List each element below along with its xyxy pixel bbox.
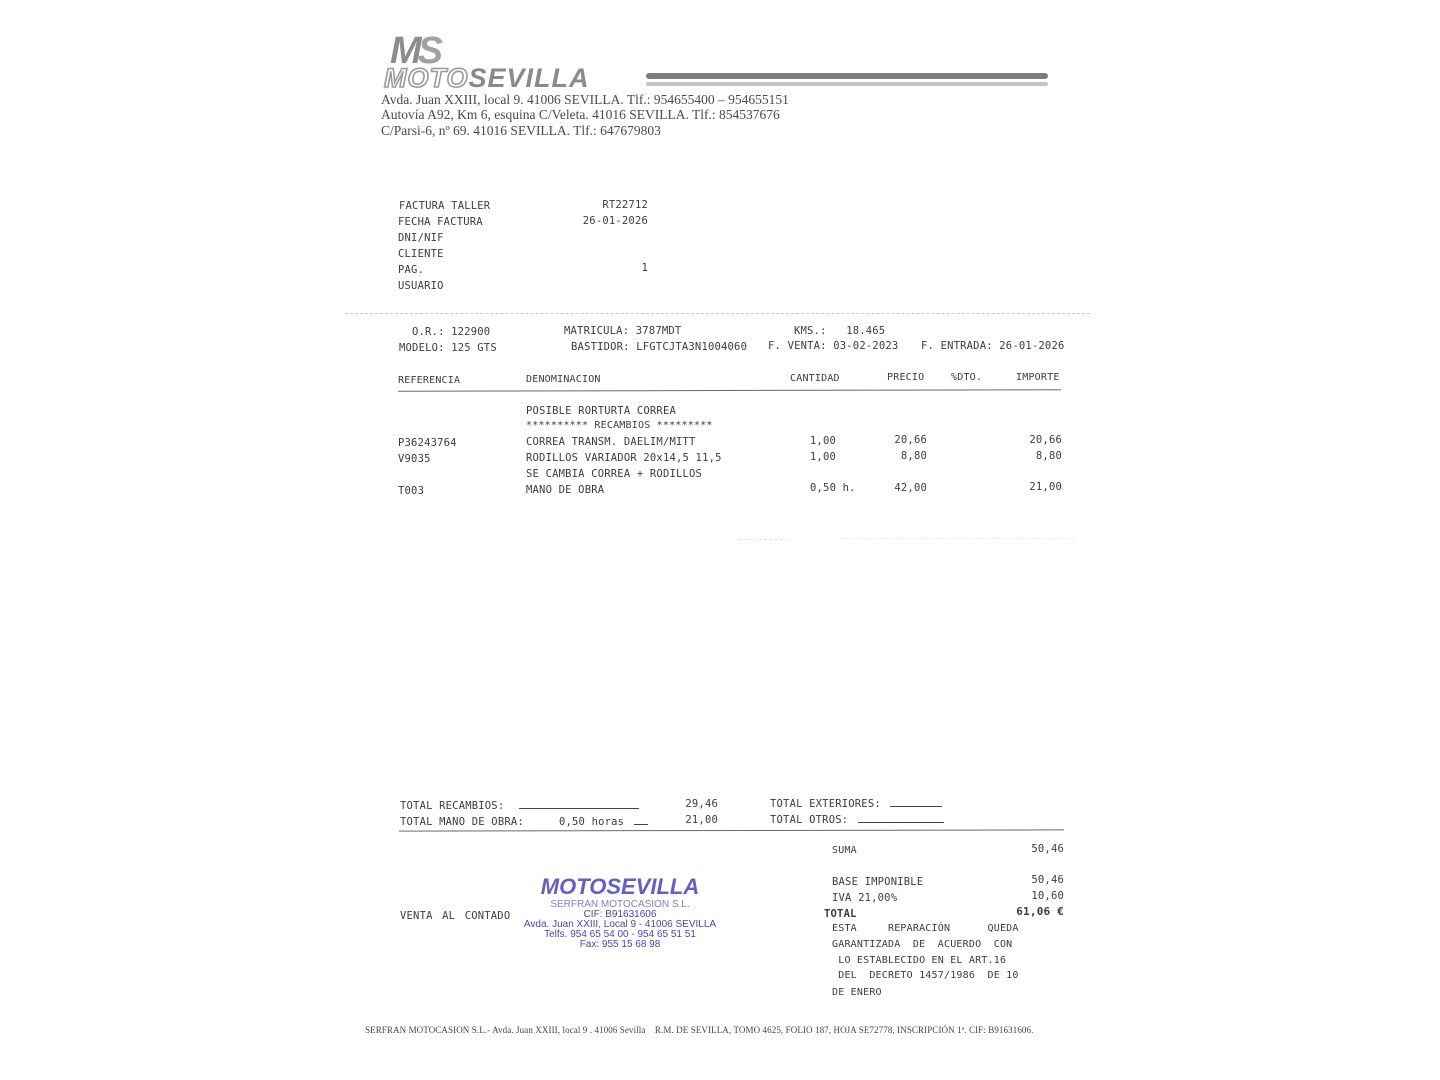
section-divider — [345, 313, 1090, 314]
company-address-3: C/Parsi-6, nº 69. 41016 SEVILLA. Tlf.: 647679803 — [381, 123, 661, 138]
row-importe: 21,00 — [1029, 481, 1062, 493]
col-denominacion: DENOMINACION — [526, 374, 601, 385]
page-label: PAG. — [398, 264, 425, 276]
row-precio: 8,80 — [900, 450, 927, 462]
stamp-phones: Telfs. 954 65 54 00 - 954 65 51 51 — [544, 929, 696, 940]
iva-label: IVA 21,00% — [832, 892, 898, 904]
total-mano-obra-value: 21,00 — [685, 814, 718, 826]
fecha-venta-field: F. VENTA: 03-02-2023 — [768, 340, 899, 352]
row-precio: 20,66 — [894, 434, 927, 446]
row-importe: 8,80 — [1035, 450, 1062, 462]
stamp-title: MOTOSEVILLA — [540, 874, 700, 899]
matricula-field: MATRICULA: 3787MDT — [564, 325, 682, 337]
invoice-date-label: FECHA FACTURA — [398, 216, 483, 228]
base-imponible-label: BASE IMPONIBLE — [832, 876, 924, 888]
table-header-rule — [398, 389, 1061, 391]
logo-wordmark: MOTOSEVILLA — [384, 63, 590, 93]
row-importe: 20,66 — [1029, 434, 1062, 446]
total-recambios-value: 29,46 — [685, 798, 718, 810]
row-cantidad: 0,50 h. — [810, 482, 856, 494]
total-label: TOTAL — [824, 908, 857, 920]
payment-method: VENTA AL CONTADO — [400, 910, 511, 922]
blank-line — [519, 800, 639, 809]
company-address-2: Autovía A92, Km 6, esquina C/Veleta. 41016 SEVILLA. Tlf.: 854537676 — [381, 107, 780, 122]
row-denominacion: SE CAMBIA CORREA + RODILLOS — [526, 468, 703, 480]
suma-label: SUMA — [832, 845, 857, 856]
invoice-type-label: FACTURA TALLER — [399, 200, 491, 212]
or-field: O.R.: 122900 — [412, 326, 491, 338]
stamp-fax: Fax: 955 15 68 98 — [579, 939, 661, 950]
legal-footer: SERFRAN MOTOCASION S.L.- Avda. Juan XXIII, local 9 . 41006 Sevilla R.M. DE SEVILLA, TOMO 4625, FOLIO 187, HOJA SE72778, INSCRIPCIÓN 1ª. CIF: B91631606. — [365, 1025, 1034, 1035]
page-number: 1 — [641, 262, 648, 274]
blank-line — [858, 814, 944, 823]
scan-artifact-mark — [738, 539, 788, 540]
total-mano-obra: TOTAL MANO DE OBRA: 0,50 horas — [400, 816, 648, 828]
col-importe: IMPORTE — [1016, 372, 1060, 383]
total-recambios: TOTAL RECAMBIOS: — [400, 800, 639, 812]
company-stamp — [510, 874, 730, 950]
row-denominacion: MANO DE OBRA — [526, 484, 605, 496]
row-denominacion: POSIBLE RORTURTA CORREA — [526, 405, 676, 417]
guarantee-text-5: DE ENERO — [832, 987, 882, 998]
total-value: 61,06 € — [1016, 905, 1064, 918]
row-denominacion: RODILLOS VARIADOR 20x14,5 11,5 — [526, 452, 722, 464]
guarantee-text-3: LO ESTABLECIDO EN EL ART.16 — [832, 955, 1007, 966]
fecha-entrada-field: F. ENTRADA: 26-01-2026 — [921, 340, 1065, 352]
invoice-number: RT22712 — [602, 199, 648, 211]
stamp-address: Avda. Juan XXIII, Local 9 - 41006 SEVILLA — [523, 919, 717, 930]
col-dto: %DTO. — [951, 372, 983, 383]
guarantee-text-1: ESTA REPARACIÓN QUEDA — [832, 923, 1019, 934]
company-logo — [384, 32, 1054, 92]
row-denominacion: CORREA TRANSM. DAELIM/MITT — [526, 436, 696, 448]
base-imponible-value: 50,46 — [1031, 874, 1064, 886]
row-precio: 42,00 — [894, 482, 927, 494]
row-referencia: V9035 — [398, 453, 431, 465]
col-referencia: REFERENCIA — [398, 375, 461, 386]
stamp-company: SERFRAN MOTOCASION S.L. — [550, 899, 690, 910]
invoice-date: 26-01-2026 — [582, 215, 648, 227]
cliente-label: CLIENTE — [398, 248, 444, 260]
usuario-label: USUARIO — [398, 280, 444, 292]
guarantee-text-2: GARANTIZADA DE ACUERDO CON — [832, 939, 1013, 950]
logo-bar-light — [646, 82, 1048, 86]
blank-line — [634, 816, 648, 825]
iva-value: 10,60 — [1031, 890, 1064, 902]
suma-value: 50,46 — [1031, 843, 1064, 855]
row-denominacion: ********** RECAMBIOS ********* — [526, 420, 713, 431]
blank-line — [890, 798, 942, 807]
row-cantidad: 1,00 — [809, 451, 836, 463]
bastidor-field: BASTIDOR: LFGTCJTA3N1004060 — [571, 341, 748, 353]
logo-bar-dark — [646, 73, 1048, 79]
stamp-cif: CIF: B91631606 — [583, 909, 657, 920]
logo-monogram: MS — [390, 30, 440, 72]
modelo-field: MODELO: 125 GTS — [399, 342, 497, 354]
row-cantidad: 1,00 — [809, 435, 836, 447]
total-exteriores: TOTAL EXTERIORES: — [770, 798, 942, 810]
dni-nif-label: DNI/NIF — [398, 232, 444, 244]
row-referencia: T003 — [398, 485, 425, 497]
company-address-1: Avda. Juan XXIII, local 9. 41006 SEVILLA. Tlf.: 954655400 – 954655151 — [381, 92, 789, 107]
col-cantidad: CANTIDAD — [790, 373, 840, 384]
totals-rule — [399, 829, 1064, 831]
guarantee-text-4: DEL DECRETO 1457/1986 DE 10 — [832, 970, 1019, 981]
col-precio: PRECIO — [887, 372, 925, 383]
row-referencia: P36243764 — [398, 437, 457, 449]
kms-field: KMS.: 18.465 — [794, 325, 886, 337]
total-otros: TOTAL OTROS: — [770, 814, 944, 826]
scan-artifact-line — [840, 538, 1075, 539]
